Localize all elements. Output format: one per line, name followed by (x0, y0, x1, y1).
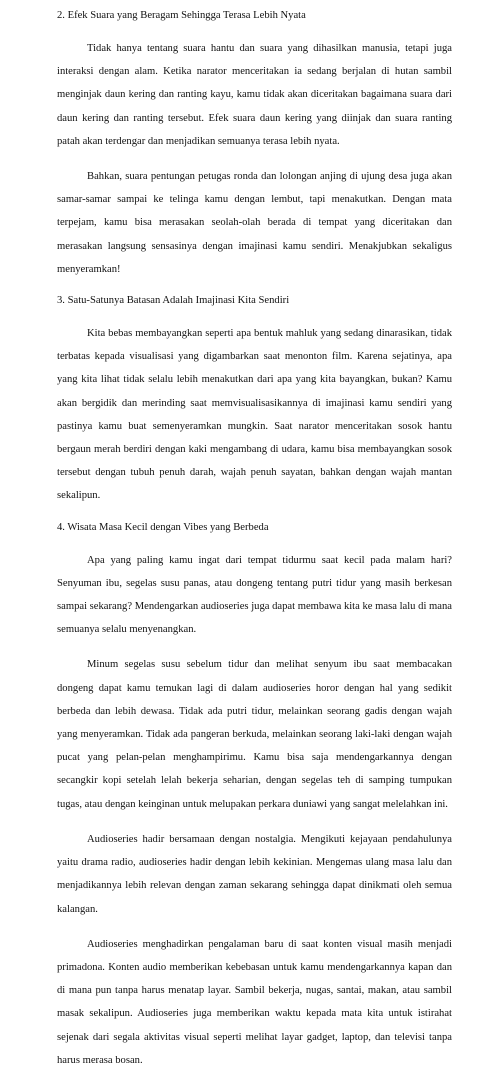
paragraph: Bahkan, suara pentungan petugas ronda dan lolongan anjing di ujung desa juga akan samar-samar sampai ke telinga kamu dengan lembut, tapi menakutkan. Dengan mata terpejam, kamu bisa merasakan seolah-olah berada di tempat yang diceritakan dan merasakan langsung sensasinya dengan imajinasi kamu sendiri. Menakjubkan sekaligus menyeramkan! (57, 171, 452, 275)
paragraph: Audioseries hadir bersamaan dengan nostalgia. Mengikuti kejayaan pendahulunya yaitu drama radio, audioseries hadir dengan lebih kekinian. Mengemas ulang masa lalu dan menjadikannya lebih relevan dengan zaman sekarang sehingga dapat dinikmati oleh semua kalangan. (57, 833, 452, 915)
paragraph: Audioseries menghadirkan pengalaman baru di saat konten visual masih menjadi primadona. Konten audio memberikan kebebasan untuk kamu mendengarkannya kapan dan di mana pun tanpa harus menatap layar. Sambil bekerja, nugas, santai, makan, atau sambil masak sekalipun. Audioseries juga memberikan waktu kepada mata kita untuk istirahat sejenak dari segala aktivitas visual seperti melihat layar gadget, laptop, dan televisi tanpa harus merasa bosan. (57, 938, 452, 1066)
paragraph: Apa yang paling kamu ingat dari tempat tidurmu saat kecil pada malam hari? Senyuman ibu, segelas susu panas, atau dongeng tentang putri tidur yang masih berkesan sampai sekarang? Mendengarkan audioseries juga dapat membawa kita ke masa lalu di mana semuanya selalu menyenangkan. (57, 554, 452, 636)
paragraph: Kita bebas membayangkan seperti apa bentuk mahluk yang sedang dinarasikan, tidak terbatas kepada visualisasi yang digambarkan saat menonton film. Karena sejatinya, apa yang kita lihat tidak selalu lebih menakutkan dari apa yang kita bayangkan, bukan? Kamu akan bergidik dan merinding saat memvisualisasikannya di imajinasi kamu sendiri yang pastinya kamu buat semenyeramkan mungkin. Saat narator menceritakan sosok hantu bergaun merah berdiri dengan kaki mengambang di udara, kamu bisa membayangkan sosok tersebut dengan tubuh penuh darah, wajah penuh sayatan, bahkan dengan wajah mantan sekalipun. (57, 328, 452, 502)
paragraph: Minum segelas susu sebelum tidur dan melihat senyum ibu saat membacakan dongeng dapat kamu temukan lagi di dalam audioseries horor dengan hal yang sedikit berbeda dan lebih dewasa. Tidak ada putri tidur, melainkan seorang gadis dengan wajah yang menyeramkan. Tidak ada pangeran berkuda, melainkan seorang laki-laki dengan wajah pucat yang pelan-pelan menghampirimu. Kamu bisa saja mendengarkannya dengan secangkir kopi setelah lelah bekerja seharian, dengan segelas teh di samping tumpukan tugas, atau dengan keinginan untuk melupakan perkara duniawi yang sangat melelahkan ini. (57, 659, 452, 810)
section-heading-batasan-imajinasi: 3. Satu-Satunya Batasan Adalah Imajinasi Kita Sendiri (57, 295, 290, 307)
paragraph: Tidak hanya tentang suara hantu dan suara yang dihasilkan manusia, tetapi juga interaksi dengan alam. Ketika narator menceritakan ia sedang berjalan di hutan sambil menginjak daun kering dan ranting kayu, kamu tidak akan diceritakan bagaimana suara dari daun kering dan ranting tersebut. Efek suara daun kering yang diinjak dan suara ranting patah akan terdengar dan menjadikan semuanya terasa lebih nyata. (57, 43, 452, 147)
section-heading-wisata-masa-kecil: 4. Wisata Masa Kecil dengan Vibes yang Berbeda (57, 521, 269, 533)
section-heading-efek-suara: 2. Efek Suara yang Beragam Sehingga Terasa Lebih Nyata (57, 10, 306, 21)
